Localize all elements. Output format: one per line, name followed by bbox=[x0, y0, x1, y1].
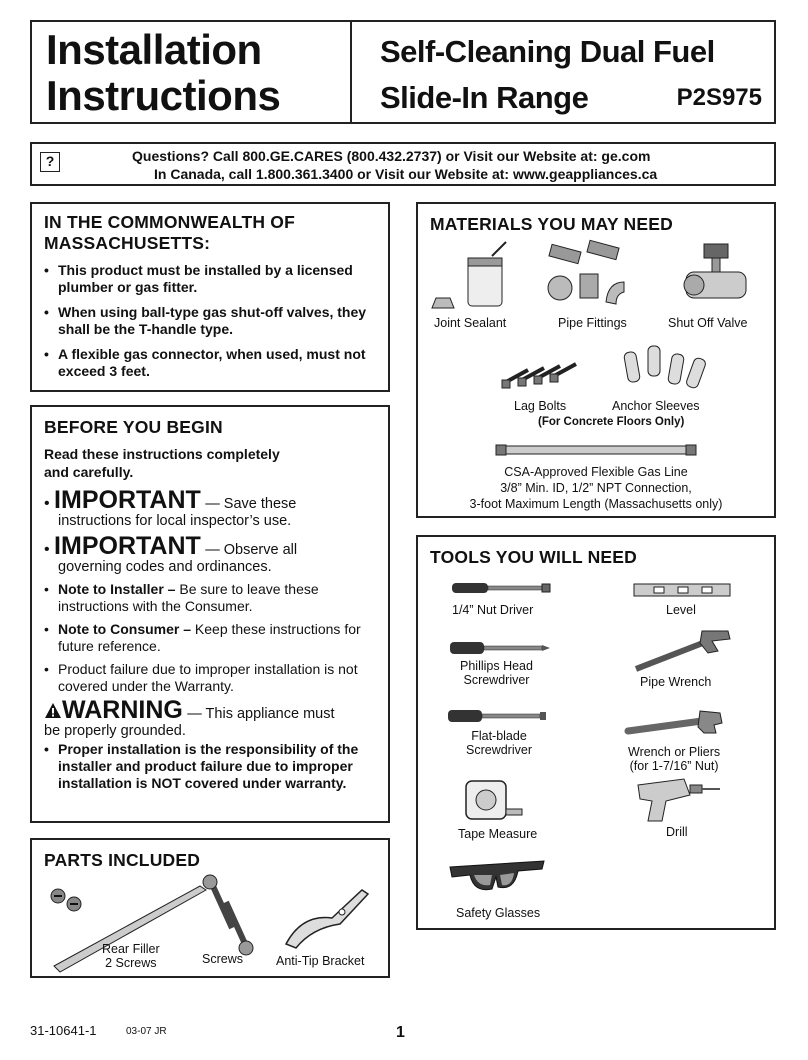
before-you-begin-section bbox=[30, 405, 390, 823]
anti-tip-bracket-icon bbox=[282, 884, 372, 954]
gas-line-line-2: 3/8” Min. ID, 1/2” NPT Connection, bbox=[500, 481, 692, 495]
rear-filler-label bbox=[102, 942, 160, 970]
important-1: • IMPORTANT — Save these instructions for local inspector’s use. bbox=[44, 487, 384, 530]
level-icon bbox=[634, 583, 730, 597]
questions-line-1: Questions? Call 800.GE.CARES (800.432.2737) or Visit our Website at: ge.com bbox=[132, 148, 651, 164]
list-item bbox=[44, 581, 374, 615]
important-word: IMPORTANT bbox=[54, 486, 201, 514]
important-2: • IMPORTANT — Observe all governing codes and ordinances. bbox=[44, 533, 384, 576]
note-consumer-label: Note to Consumer – bbox=[58, 621, 192, 637]
question-icon: ? bbox=[40, 152, 60, 172]
level-label: Level bbox=[666, 603, 696, 617]
warning-text: — This appliance must bbox=[187, 706, 335, 722]
flat-screwdriver-icon bbox=[448, 709, 548, 723]
product-line-2: Slide-In Range bbox=[380, 80, 589, 115]
date-code: 03-07 JR bbox=[126, 1026, 167, 1037]
wrench-label bbox=[628, 745, 720, 773]
massachusetts-section bbox=[30, 202, 390, 392]
gas-line-line-3: 3-foot Maximum Length (Massachusetts only) bbox=[469, 497, 723, 511]
safety-glasses-icon bbox=[448, 859, 548, 899]
rear-filler-line-2: 2 Screws bbox=[105, 956, 157, 970]
screws-icon bbox=[202, 876, 262, 956]
questions-line-2: In Canada, call 1.800.361.3400 or Visit our Website at: www.geappliances.ca bbox=[154, 166, 658, 182]
drill-icon bbox=[632, 775, 722, 825]
rear-filler-line-1: Rear Filler bbox=[102, 942, 160, 956]
important-text: — Observe all bbox=[205, 542, 298, 558]
warning-text-2: be properly grounded. bbox=[44, 723, 186, 739]
warning-word: WARNING bbox=[62, 696, 183, 724]
list-item: • This product must be installed by a licensed plumber or gas fitter. bbox=[44, 262, 374, 296]
lag-bolts-icon bbox=[502, 354, 582, 394]
lag-bolts-label: Lag Bolts bbox=[514, 399, 567, 413]
drill-label: Drill bbox=[666, 825, 688, 839]
intro-line-2: and carefully. bbox=[44, 464, 134, 480]
product-line-1: Self-Cleaning Dual Fuel bbox=[380, 34, 715, 69]
nut-driver-label: 1/4” Nut Driver bbox=[452, 603, 534, 617]
list-item: • Product failure due to improper installation is not covered under the Warranty. bbox=[44, 661, 374, 695]
adjustable-wrench-icon bbox=[624, 709, 724, 745]
title-line-1: Installation bbox=[46, 26, 262, 73]
important-text: — Save these bbox=[205, 496, 297, 512]
shut-off-valve-icon bbox=[680, 242, 750, 312]
questions-bar bbox=[30, 142, 776, 186]
list-item: • Proper installation is the responsibility of the installer and product failure due to improper installation is NOT covered under warranty. bbox=[44, 741, 364, 792]
tools-heading: TOOLS YOU WILL NEED bbox=[430, 547, 638, 567]
note-installer-label: Note to Installer – bbox=[58, 581, 176, 597]
parts-heading: PARTS INCLUDED bbox=[44, 850, 201, 870]
intro-line-1: Read these instructions completely bbox=[44, 446, 280, 462]
shut-off-valve-label: Shut Off Valve bbox=[668, 316, 748, 330]
pipe-wrench-label: Pipe Wrench bbox=[640, 675, 712, 689]
list-item: • A flexible gas connector, when used, must not exceed 3 feet. bbox=[44, 346, 374, 380]
concrete-note: (For Concrete Floors Only) bbox=[538, 416, 685, 428]
parts-included-section bbox=[30, 838, 390, 978]
massachusetts-list bbox=[44, 262, 374, 386]
phillips-line-2: Screwdriver bbox=[463, 673, 530, 687]
header-divider bbox=[350, 22, 352, 122]
joint-sealant-label: Joint Sealant bbox=[434, 316, 507, 330]
notes-list bbox=[44, 581, 374, 701]
flat-screwdriver-label bbox=[466, 729, 532, 757]
important-text-2: governing codes and ordinances. bbox=[58, 559, 272, 575]
tape-measure-icon bbox=[464, 779, 524, 823]
doc-number: 31-10641-1 bbox=[30, 1023, 97, 1038]
responsibility-list bbox=[44, 741, 364, 798]
important-text-2: instructions for local inspector’s use. bbox=[58, 513, 292, 529]
phillips-line-1: Phillips Head bbox=[460, 659, 533, 673]
materials-heading: MATERIALS YOU MAY NEED bbox=[430, 214, 673, 234]
nut-driver-icon bbox=[452, 581, 552, 595]
before-heading: BEFORE YOU BEGIN bbox=[44, 417, 223, 437]
gas-line-line-1: CSA-Approved Flexible Gas Line bbox=[504, 465, 688, 479]
anchor-sleeves-label: Anchor Sleeves bbox=[612, 399, 700, 413]
gas-line-label bbox=[418, 464, 774, 512]
pipe-fittings-icon bbox=[548, 242, 628, 312]
model-number: P2S975 bbox=[676, 84, 762, 111]
materials-section bbox=[416, 202, 776, 518]
warning-triangle-icon bbox=[44, 702, 62, 719]
phillips-label bbox=[460, 659, 533, 687]
document-header bbox=[30, 20, 776, 124]
pipe-fittings-label: Pipe Fittings bbox=[558, 316, 627, 330]
note-consumer-text: Keep these instructions for future reference. bbox=[58, 621, 361, 654]
note-installer-text: Be sure to leave these instructions with the Consumer. bbox=[58, 581, 319, 614]
warning-block bbox=[44, 697, 384, 740]
flat-line-1: Flat-blade bbox=[471, 729, 527, 743]
massachusetts-heading-1: IN THE COMMONWEALTH OF bbox=[44, 212, 295, 232]
massachusetts-heading-2: MASSACHUSETTS: bbox=[44, 233, 211, 253]
list-item: • When using ball-type gas shut-off valves, they shall be the T-handle type. bbox=[44, 304, 374, 338]
tools-section bbox=[416, 535, 776, 930]
wrench-line-2: (for 1-7/16” Nut) bbox=[629, 759, 719, 773]
important-word: IMPORTANT bbox=[54, 532, 201, 560]
list-item bbox=[44, 621, 374, 655]
flat-line-2: Screwdriver bbox=[466, 743, 532, 757]
safety-glasses-label: Safety Glasses bbox=[456, 906, 541, 920]
wrench-line-1: Wrench or Pliers bbox=[628, 745, 721, 759]
title-line-2: Instructions bbox=[46, 72, 281, 119]
tape-measure-label: Tape Measure bbox=[458, 827, 538, 841]
flexible-gas-line-icon bbox=[496, 442, 696, 458]
pipe-wrench-icon bbox=[632, 629, 732, 673]
before-intro bbox=[44, 445, 280, 481]
screws-label: Screws bbox=[202, 952, 243, 966]
anchor-sleeves-icon bbox=[622, 344, 712, 394]
page-number: 1 bbox=[396, 1024, 405, 1041]
joint-sealant-icon bbox=[432, 242, 512, 312]
anti-tip-label: Anti-Tip Bracket bbox=[276, 954, 365, 968]
phillips-screwdriver-icon bbox=[450, 641, 550, 655]
